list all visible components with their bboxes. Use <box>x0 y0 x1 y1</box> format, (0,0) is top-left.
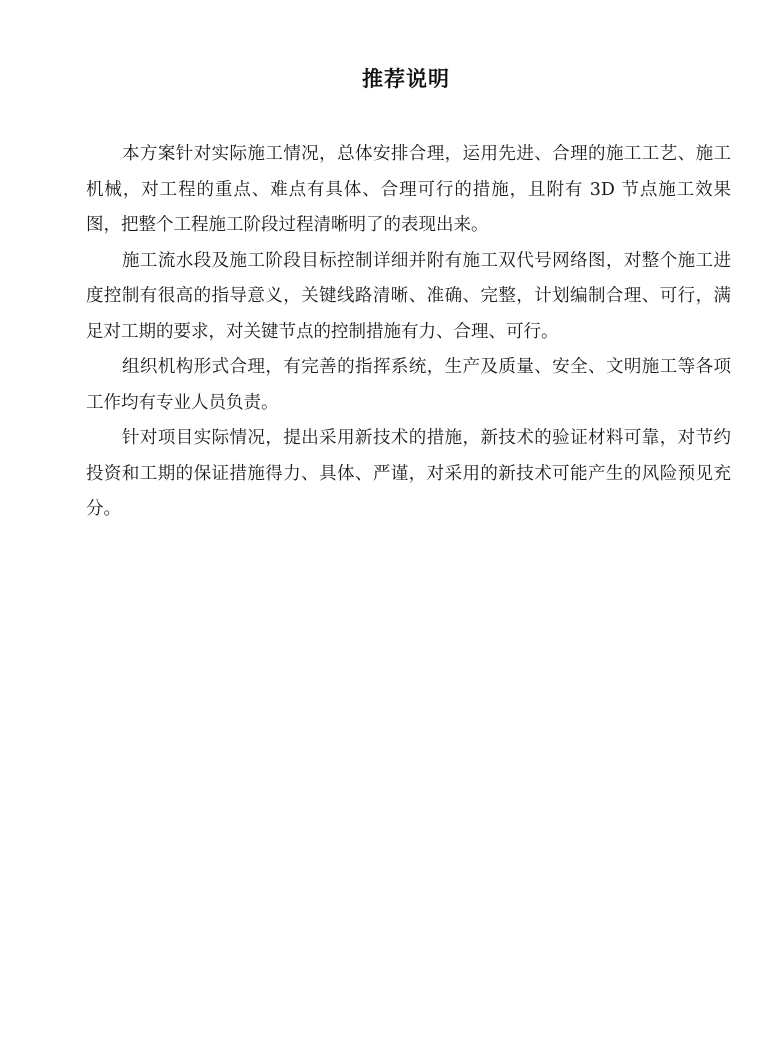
paragraph-construction-plan: 本方案针对实际施工情况，总体安排合理，运用先进、合理的施工工艺、施工机械，对工程的重点、难点有具体、合理可行的措施，且附有 3D 节点施工效果图，把整个工程施工阶段过程清晰明了的表现出来。 <box>86 144 731 235</box>
document-title: 推荐说明 <box>362 67 450 91</box>
paragraph-new-technology: 针对项目实际情况，提出采用新技术的措施，新技术的验证材料可靠，对节约投资和工期的保证措施得力、具体、严谨，对采用的新技术可能产生的风险预见充分。 <box>86 428 731 519</box>
paragraph-organization: 组织机构形式合理，有完善的指挥系统，生产及质量、安全、文明施工等各项工作均有专业人员负责。 <box>86 357 731 413</box>
document-body <box>86 137 731 528</box>
paragraph-schedule-control: 施工流水段及施工阶段目标控制详细并附有施工双代号网络图，对整个施工进度控制有很高的指导意义，关键线路清晰、准确、完整，计划编制合理、可行，满足对工期的要求，对关键节点的控制措施有力、合理、可行。 <box>86 250 731 342</box>
